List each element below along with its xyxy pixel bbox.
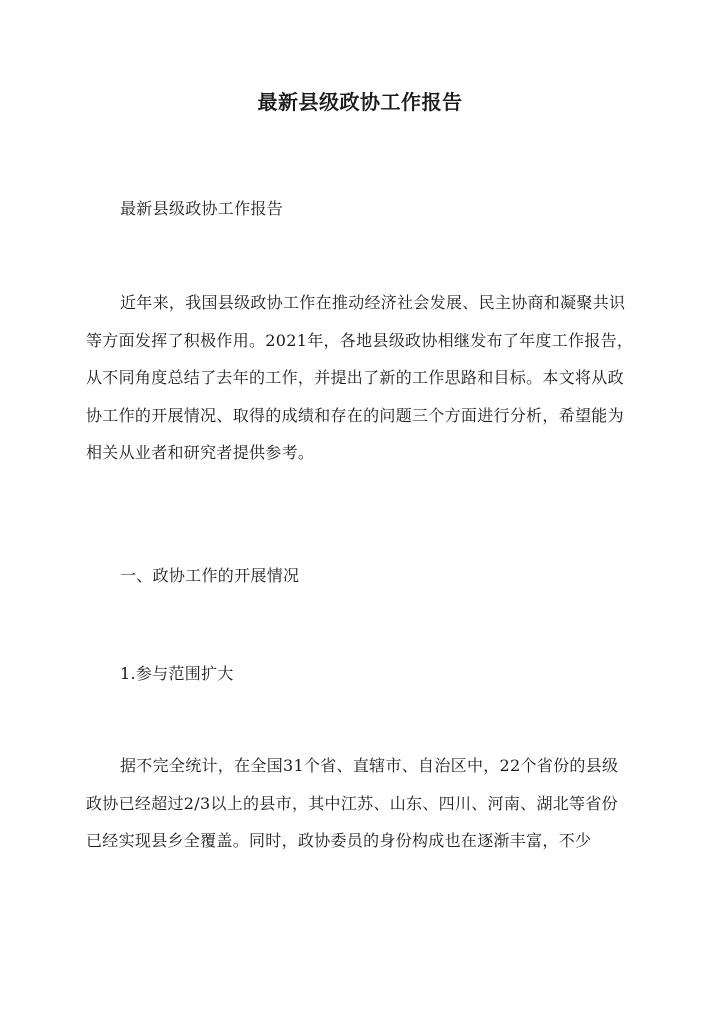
subsection-heading: 1.参与范围扩大 <box>120 664 234 683</box>
section-heading: 一、政协工作的开展情况 <box>120 566 300 585</box>
body-paragraph: 据不完全统计，在全国31个省、直辖市、自治区中，22个省份的县级政协已经超过2/3以上的县市，其中江苏、山东、四川、河南、湖北等省份已经实现县乡全覆盖。同时，政协委员的身份构成也在逐渐丰富，不少 <box>86 756 619 850</box>
intro-paragraph: 近年来，我国县级政协工作在推动经济社会发展、民主协商和凝聚共识等方面发挥了积极作用。2021年，各地县级政协相继发布了年度工作报告，从不同角度总结了去年的工作，并提出了新的工作思路和目标。本文将从政协工作的开展情况、取得的成绩和存在的问题三个方面进行分析，希望能为相关从业者和研究者提供参考。 <box>86 293 634 462</box>
document-subtitle: 最新县级政协工作报告 <box>120 199 284 218</box>
document-title: 最新县级政协工作报告 <box>257 90 463 114</box>
